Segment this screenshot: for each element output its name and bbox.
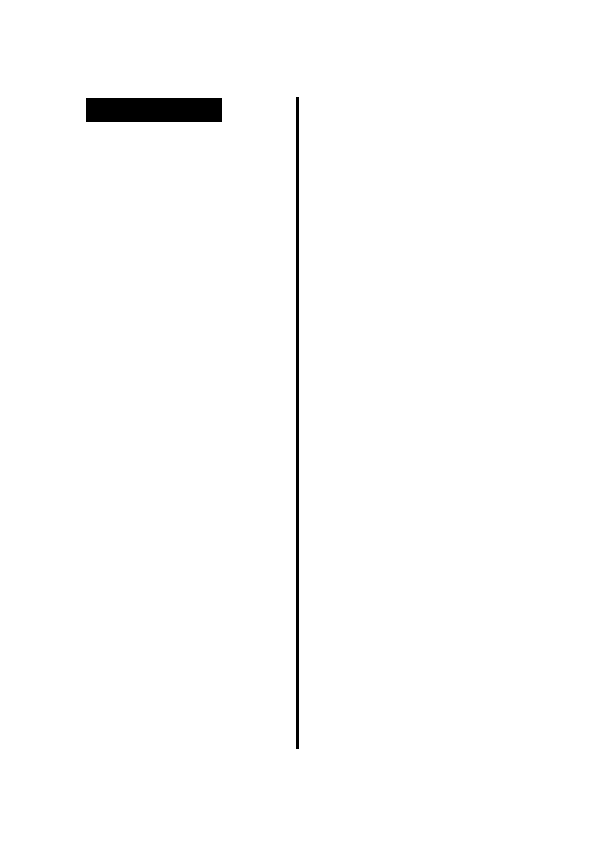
text-line [86, 298, 288, 313]
text-line [86, 396, 288, 411]
text-line [86, 587, 288, 602]
text-line [86, 632, 288, 647]
text-line [86, 487, 288, 502]
text-line [309, 488, 511, 503]
text-line [86, 472, 288, 487]
text-line [86, 571, 288, 586]
text-line [309, 282, 511, 297]
text-line [86, 427, 288, 442]
text-line [86, 647, 288, 662]
section-heading [309, 147, 454, 157]
text-line [86, 411, 288, 426]
text-line [309, 503, 511, 518]
section-body [309, 176, 511, 313]
section-body [309, 366, 511, 518]
text-line [86, 442, 288, 457]
text-line [309, 191, 511, 206]
text-line [309, 696, 511, 711]
text-line [86, 617, 288, 632]
document-title [86, 98, 222, 122]
text-line [309, 589, 511, 604]
text-line [309, 396, 511, 411]
text-line [309, 381, 511, 396]
text-line [309, 635, 511, 650]
column-divider [296, 97, 299, 749]
section-heading [86, 147, 286, 157]
text-line [309, 650, 511, 665]
text-line [86, 663, 288, 678]
text-line [309, 574, 511, 589]
text-line [86, 313, 288, 328]
section-heading [309, 545, 404, 555]
text-line [309, 366, 511, 381]
text-line [309, 206, 511, 221]
text-line [86, 206, 288, 221]
text-line [86, 191, 288, 206]
text-line [86, 457, 288, 472]
text-line [86, 693, 288, 708]
text-line [86, 556, 288, 571]
text-line [309, 176, 511, 191]
text-line [309, 267, 511, 282]
section-heading [309, 337, 404, 347]
text-line [86, 381, 288, 396]
text-line [86, 267, 288, 282]
section-heading [86, 353, 196, 363]
text-line [309, 237, 511, 252]
text-line [86, 708, 288, 723]
text-line [86, 602, 288, 617]
section-body [309, 574, 511, 711]
text-line [309, 442, 511, 457]
text-line [309, 604, 511, 619]
text-line [86, 176, 288, 191]
text-line [86, 282, 288, 297]
text-line [309, 620, 511, 635]
text-line [309, 252, 511, 267]
section-body [86, 541, 288, 723]
text-line [309, 680, 511, 695]
text-line [86, 678, 288, 693]
text-line [309, 427, 511, 442]
section-heading [86, 513, 156, 523]
section-body [86, 381, 288, 503]
text-line [86, 252, 288, 267]
text-line [309, 222, 511, 237]
text-line [309, 298, 511, 313]
text-line [86, 222, 288, 237]
text-line [309, 412, 511, 427]
section-body [86, 176, 288, 328]
text-line [309, 665, 511, 680]
text-line [86, 237, 288, 252]
text-line [309, 457, 511, 472]
text-line [309, 472, 511, 487]
text-line [86, 541, 288, 556]
